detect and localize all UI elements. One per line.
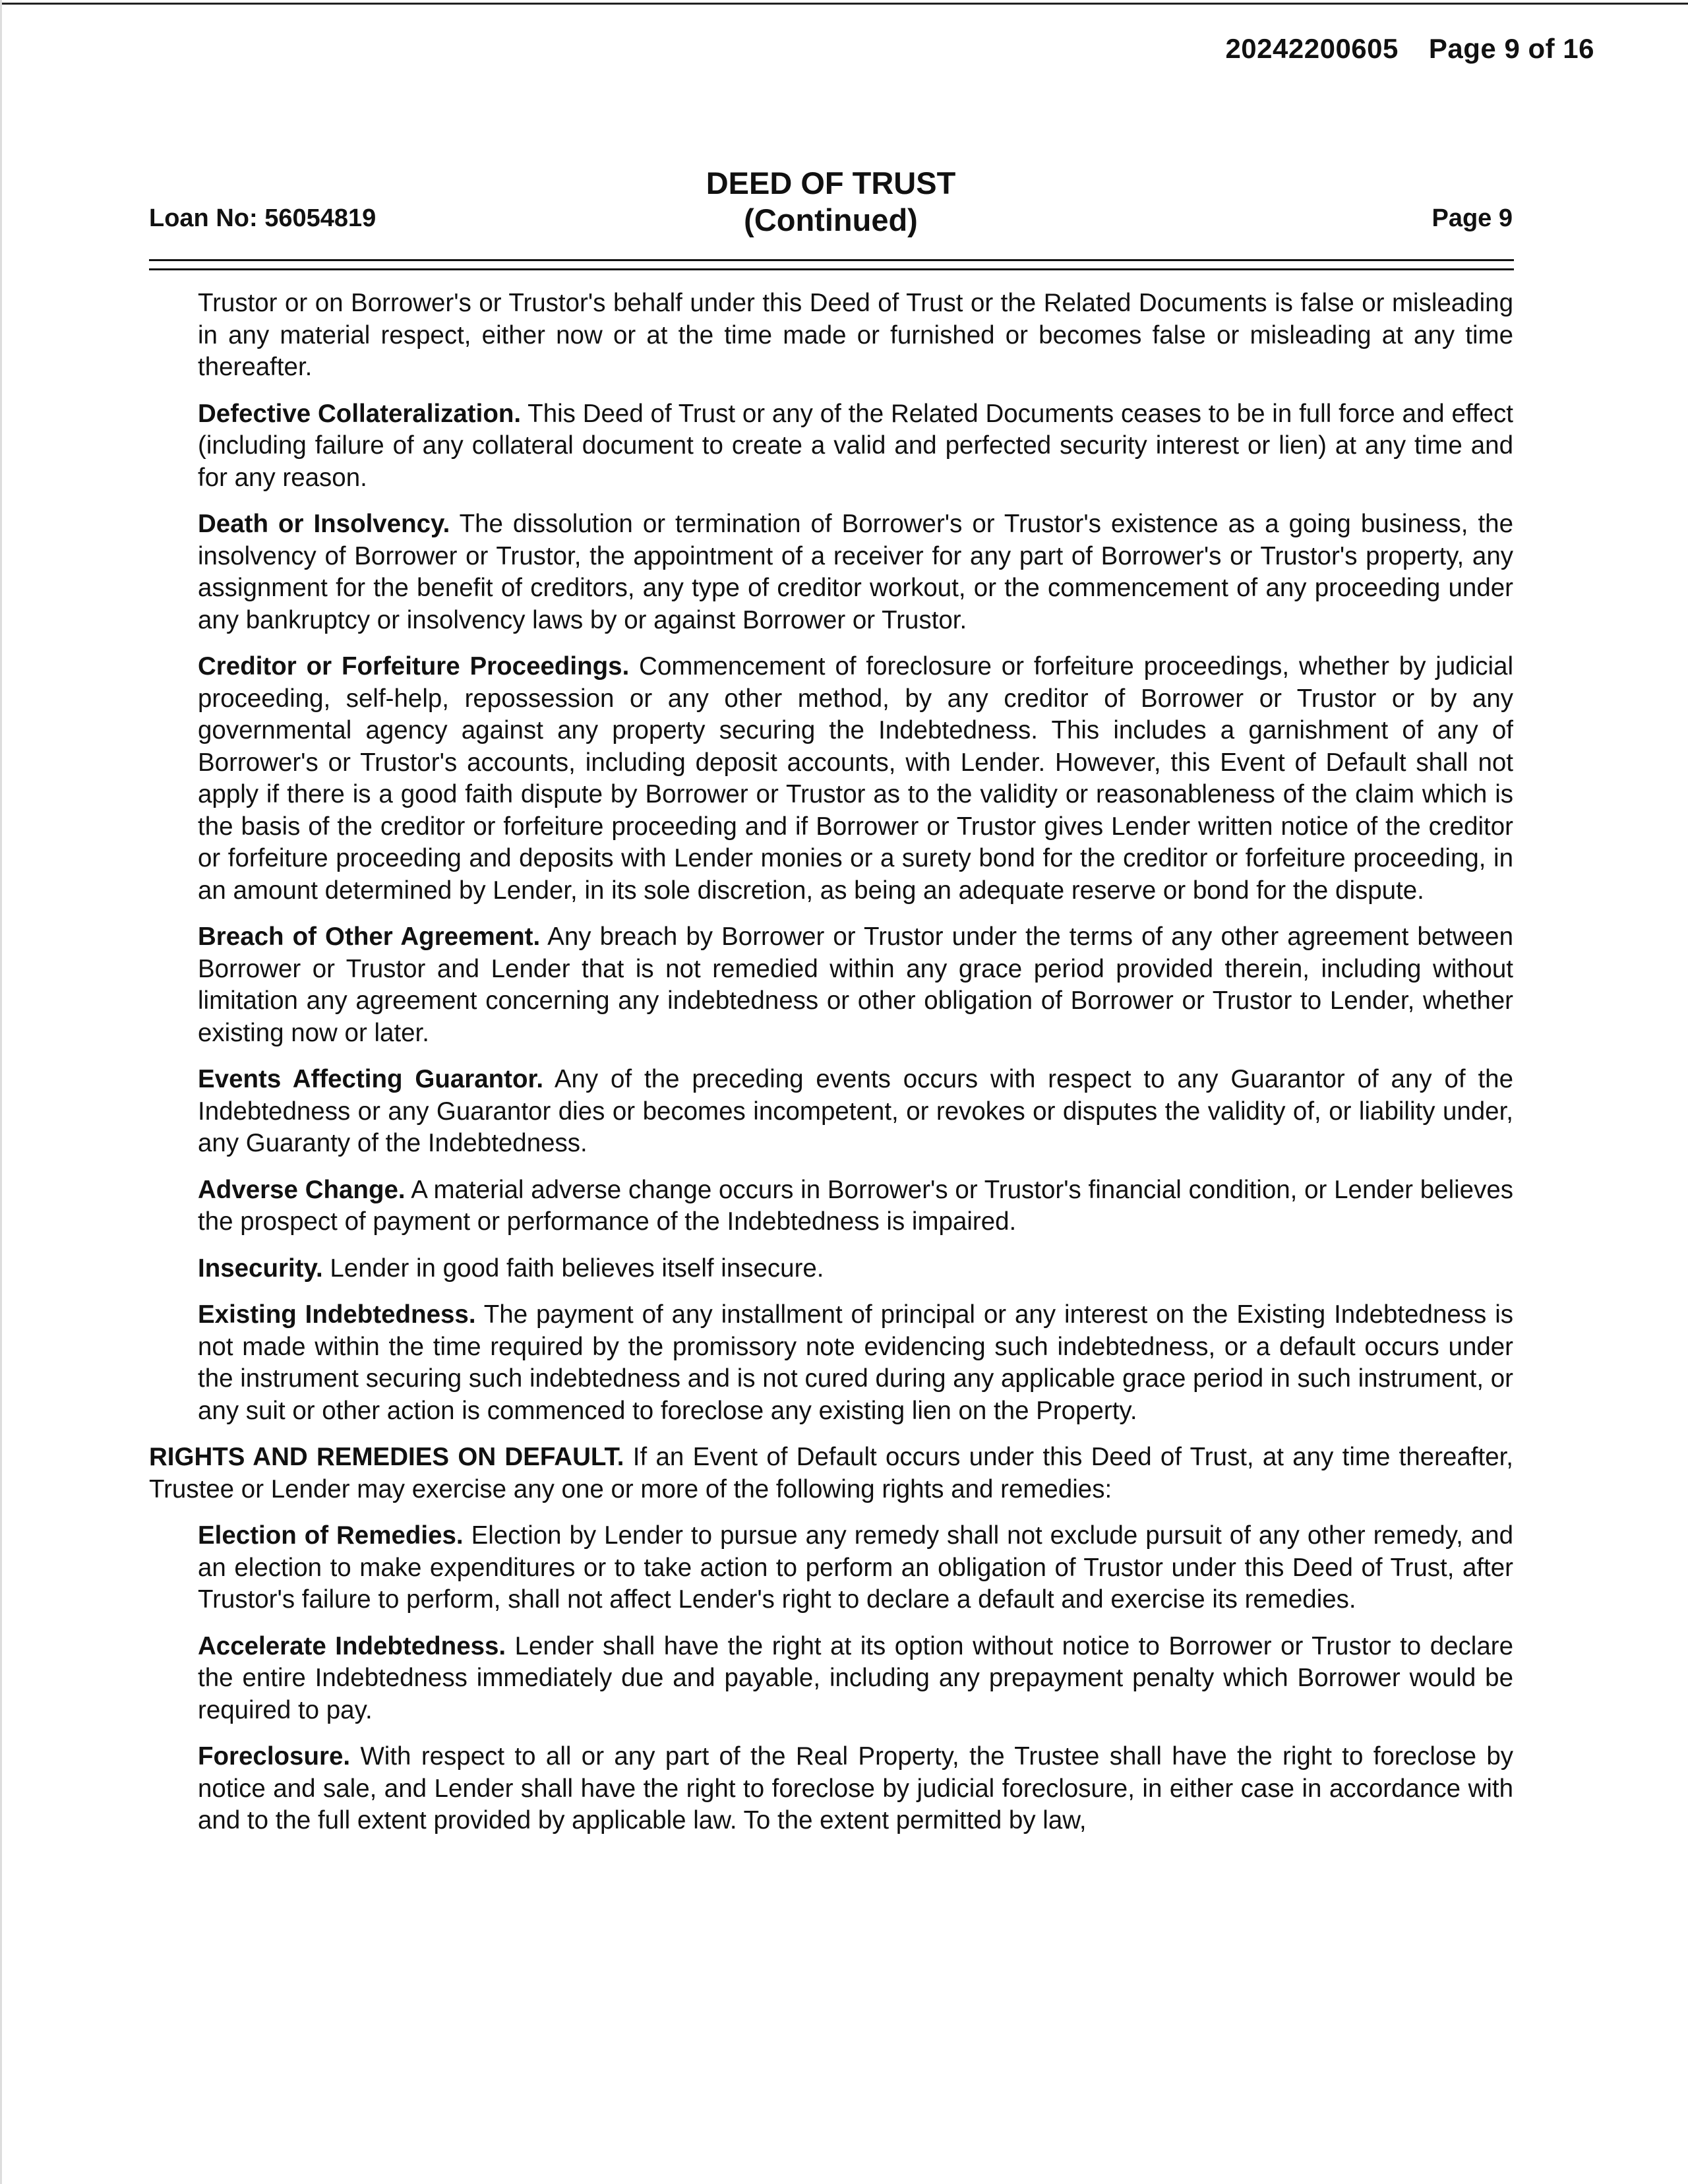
paragraph-text: Election by Lender to pursue any remedy shall not exclude pursuit of any other remedy, and an election to make expenditures or to take action to perform an obligation of Trustor under this Deed of Trust, after Trustor's failure to perform, shall not affect Lender's right to declare a default and exercise its remedies. [198, 1521, 1513, 1614]
heading: Existing Indebtedness. [198, 1300, 476, 1329]
document-number: 20242200605 [1225, 33, 1399, 64]
heading: Insecurity. [198, 1254, 323, 1283]
paragraph-text: If an Event of Default occurs under this Deed of Trust, at any time thereafter, Trustee or Lender may exercise any one or more of the following rights and remedies: [149, 1443, 1513, 1503]
title-subtitle: (Continued) [744, 202, 918, 237]
paragraph-foreclosure [198, 1741, 1513, 1837]
recording-header [1225, 33, 1594, 65]
header-rule-top [149, 259, 1514, 261]
paragraph-rights-remedies [149, 1441, 1513, 1505]
heading: Adverse Change. [198, 1175, 406, 1204]
paragraph-text: The payment of any installment of principal or any interest on the Existing Indebtedness is not made within the time required by the promissory note evidencing such indebtedness, or a default occurs under the instrument securing such indebtedness and is not cured during any applicable grace period in such instrument, or any suit or other action is commenced to foreclose any existing lien on the Property. [198, 1300, 1513, 1425]
heading: Death or Insolvency. [198, 510, 450, 538]
left-scan-edge [0, 0, 2, 2184]
paragraph-text: Any breach by Borrower or Trustor under the terms of any other agreement between Borrower or Trustor and Lender that is not remedied within any grace period provided therein, including without limitation any agreement concerning any indebtedness or other obligation of Borrower or Trustor to Lender, whether existing now or later. [198, 923, 1513, 1047]
paragraph-accelerate-indebtedness [198, 1631, 1513, 1727]
paragraph-adverse-change [198, 1174, 1513, 1238]
loan-number: 56054819 [264, 204, 377, 232]
header-rule-bottom [149, 268, 1514, 270]
paragraph-text: Commencement of foreclosure or forfeiture proceedings, whether by judicial proceeding, self-help, repossession or any other method, by any creditor of Borrower or Trustor or by any governmental agency against any property securing the Indebtedness. This includes a garnishment of any of Borrower's or Trustor's accounts, including deposit accounts, with Lender. However, this Event of Default shall not apply if there is a good faith dispute by Borrower or Trustor as to the validity or reasonableness of the claim which is the basis of the creditor or forfeiture proceeding and if Borrower or Trustor gives Lender written notice of the creditor or forfeiture proceeding and deposits with Lender monies or a surety bond for the creditor or forfeiture proceeding, in an amount determined by Lender, in its sole discretion, as being an adequate reserve or bond for the dispute. [198, 652, 1514, 905]
heading: Defective Collateralization. [198, 399, 522, 428]
page-of-count: Page 9 of 16 [1428, 33, 1594, 64]
paragraph-text: Lender shall have the right at its option without notice to Borrower or Trustor to declare the entire Indebtedness immediately due and payable, including any prepayment penalty which Borrower would be required to pay. [198, 1631, 1513, 1724]
paragraph-text: This Deed of Trust or any of the Related Documents ceases to be in full force and effect (including failure of any collateral document to create a valid and perfected security interest or lien) at any time and for any reason. [198, 399, 1513, 492]
paragraph-insecurity [198, 1253, 1513, 1285]
heading: Election of Remedies. [198, 1521, 464, 1550]
paragraph-defective-collateralization [198, 398, 1513, 495]
heading: Accelerate Indebtedness. [198, 1631, 506, 1660]
heading: Breach of Other Agreement. [198, 923, 541, 951]
paragraph-continuation: Trustor or on Borrower's or Trustor's behalf under this Deed of Trust or the Related Documents is false or misleading in any material respect, either now or at the time made or furnished or becomes false or misleading at any time thereafter. [198, 289, 1513, 381]
paragraph-creditor-forfeiture [198, 651, 1513, 907]
loan-label: Loan No: [149, 204, 258, 232]
paragraph-text: The dissolution or termination of Borrower's or Trustor's existence as a going business, the insolvency of Borrower or Trustor, the appointment of a receiver for any part of Borrower's or Trustor's property, any assignment for the benefit of creditors, any type of creditor workout, or the commencement of any proceeding under any bankruptcy or insolvency laws by or against Borrower or Trustor. [198, 510, 1513, 634]
top-border-line [0, 3, 1688, 5]
heading: Events Affecting Guarantor. [198, 1065, 544, 1093]
page-number: Page 9 [1432, 204, 1513, 232]
heading: Creditor or Forfeiture Proceedings. [198, 652, 630, 681]
paragraph-text: Lender in good faith believes itself insecure. [330, 1254, 824, 1283]
paragraph-election-of-remedies [198, 1520, 1513, 1616]
paragraph-text: A material adverse change occurs in Borrower's or Trustor's financial condition, or Lender believes the prospect of payment or performance of the Indebtedness is impaired. [198, 1175, 1514, 1236]
title-main: DEED OF TRUST [706, 166, 956, 200]
paragraph-death-insolvency [198, 508, 1513, 636]
heading: Foreclosure. [198, 1742, 351, 1771]
paragraph-existing-indebtedness [198, 1299, 1513, 1427]
paragraph-text: Any of the preceding events occurs with respect to any Guarantor of any of the Indebtedness or any Guarantor dies or becomes incompetent, or revokes or disputes the validity of, or liability under, any Guaranty of the Indebtedness. [198, 1065, 1513, 1157]
paragraph-events-affecting-guarantor [198, 1064, 1513, 1160]
heading: RIGHTS AND REMEDIES ON DEFAULT. [149, 1443, 624, 1471]
paragraph-breach-other-agreement [198, 921, 1513, 1049]
document-body [149, 288, 1514, 1852]
loan-number-label [149, 204, 376, 233]
paragraph-text: With respect to all or any part of the Real Property, the Trustee shall have the right to foreclose by notice and sale, and Lender shall have the right to foreclose by judicial foreclosure, in either case in accordance with and to the full extent provided by applicable law. To the extent permitted by law, [198, 1742, 1513, 1835]
